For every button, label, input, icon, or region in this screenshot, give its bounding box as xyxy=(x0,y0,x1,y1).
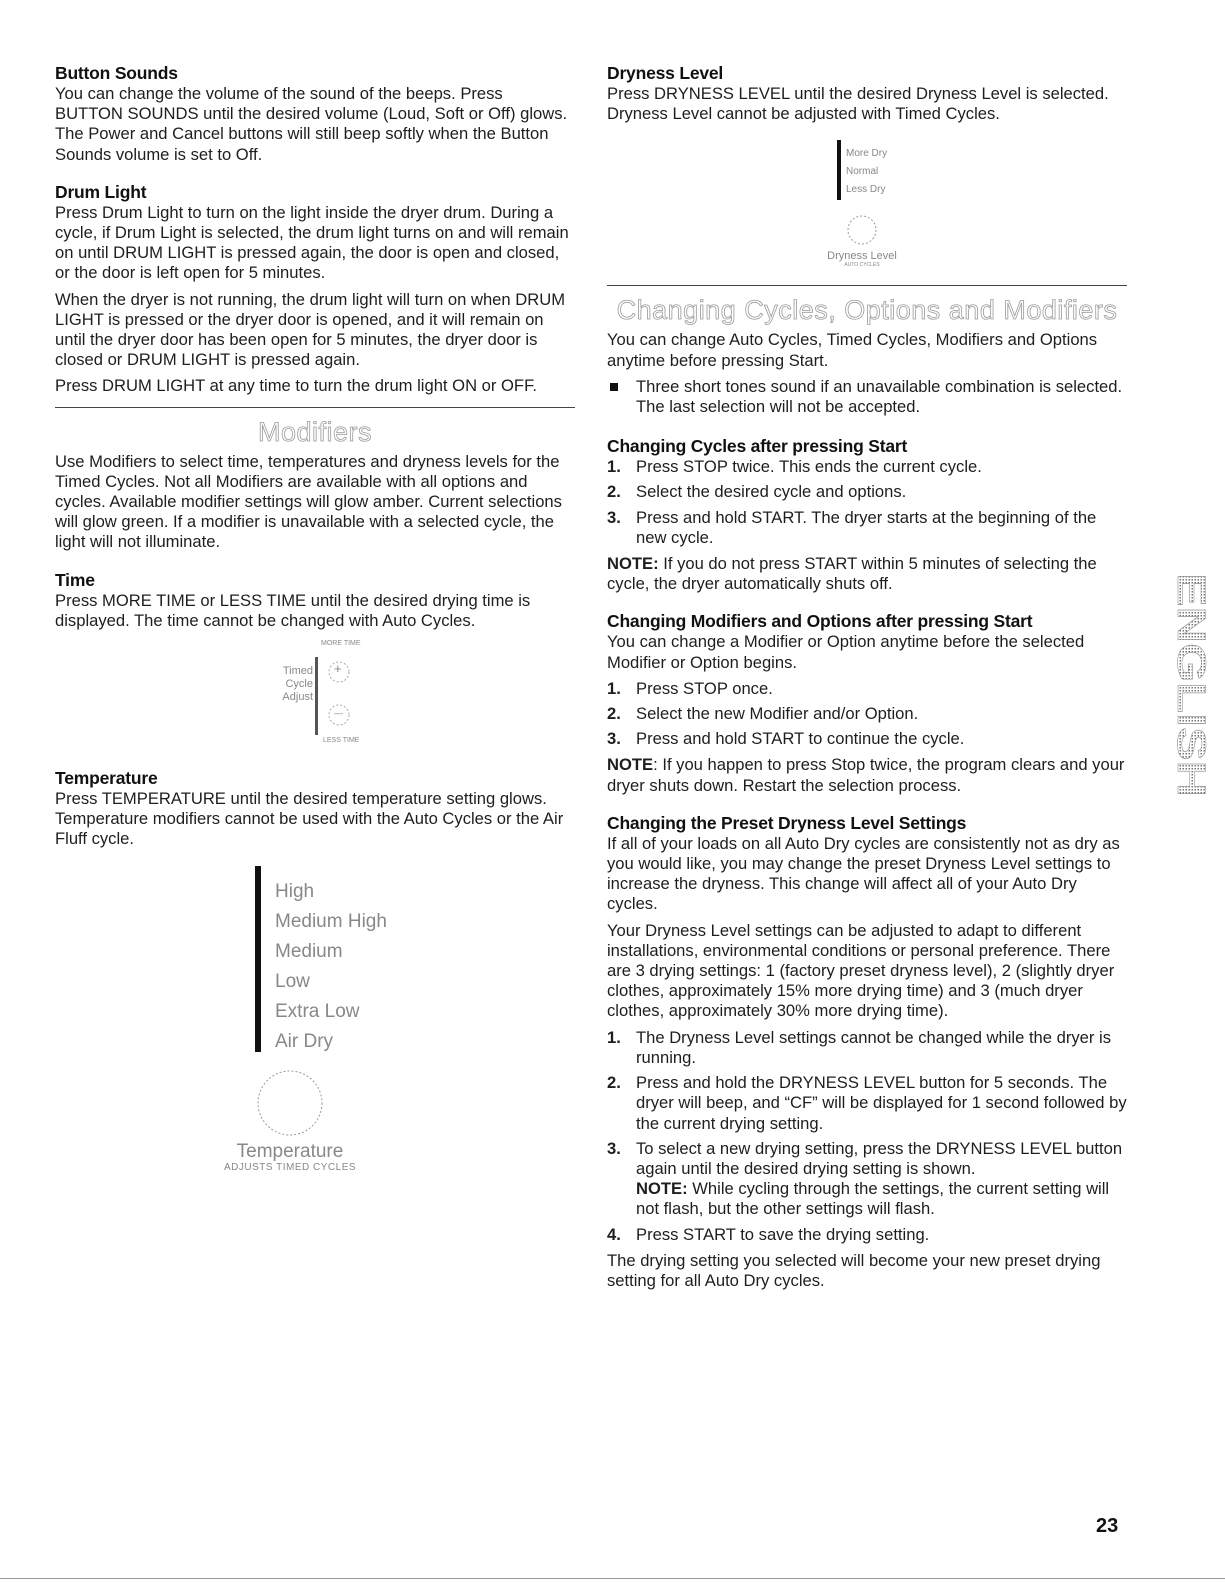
preset-text-2: Your Dryness Level settings can be adjusted to adapt to different installations, environmental conditions or personal preference. There are 3 drying settings: 1 (factory preset dryness level), 2 (slightly dryer clothes, approximately 15% more drying time) and 3 (much dryer clothes, approximately 30% more drying time). xyxy=(607,920,1115,1021)
drum-light-text-3: Press DRUM LIGHT at any time to turn the drum light ON or OFF. xyxy=(55,376,537,396)
more-time-label: MORE TIME xyxy=(321,640,361,648)
time-text: Press MORE TIME or LESS TIME until the desired drying time is displayed. The time cannot be changed with Auto Cycles. xyxy=(55,590,531,630)
side-tab-label: ENGLISH xyxy=(1169,573,1213,751)
temperature-option-medium: Medium xyxy=(275,940,343,962)
temperature-option-high: High xyxy=(275,880,315,902)
temperature-panel-label: Temperature xyxy=(236,1140,344,1162)
drum-light-text-1: Press Drum Light to turn on the light inside the dryer drum. During a cycle, if Drum Light is selected, the drum light turns on and will remain on until DRUM LIGHT is pressed again, the door is open and closed, or the door is left open for 5 minutes. xyxy=(55,202,569,283)
list-item: 1. The Dryness Level settings cannot be changed while the dryer is running. xyxy=(607,1027,1112,1067)
cycle-label: Cycle xyxy=(285,678,313,691)
dryness-level-text: Press DRYNESS LEVEL until the desired Dryness Level is selected. Dryness Level cannot be adjusted with Timed Cycles. xyxy=(607,84,1109,124)
adjust-label: Adjust xyxy=(282,691,313,704)
time-heading: Time xyxy=(55,569,95,590)
list-item: 4. Press START to save the drying setting. xyxy=(607,1224,930,1244)
temperature-option-air-dry: Air Dry xyxy=(275,1030,334,1052)
dryness-panel-sublabel: AUTO CYCLES xyxy=(844,262,880,269)
dryness-option-normal: Normal xyxy=(846,166,879,178)
drum-light-text-2: When the dryer is not running, the drum light will turn on when DRUM LIGHT is pressed or the dryer door is opened, and it will remain on until the dryer door has been open for 5 minutes, the dryer door is closed or DRUM LIGHT is pressed again. xyxy=(55,289,566,370)
temperature-panel-sublabel: ADJUSTS TIMED CYCLES xyxy=(223,1161,357,1173)
button-sounds-text: You can change the volume of the sound of the beeps. Press BUTTON SOUNDS until the desired volume (Loud, Soft or Off) glows. The Power and Cancel buttons will still beep softly when the Button Sounds volume is set to Off. xyxy=(55,84,568,164)
changing-bullets xyxy=(607,377,1127,417)
modifiers-after-text: You can change a Modifier or Option anytime before the selected Modifier or Option begins. xyxy=(607,632,1085,672)
time-panel-illustration xyxy=(55,637,575,757)
dryness-panel-illustration xyxy=(607,130,1127,275)
dryness-option-less-dry: Less Dry xyxy=(846,184,886,196)
list-item: Three short tones sound if an unavailable combination is selected. The last selection will not be accepted. xyxy=(607,377,1127,417)
temperature-panel-illustration xyxy=(55,856,575,1173)
list-item: 2. Select the desired cycle and options. xyxy=(607,482,907,502)
page-number: 23 xyxy=(1096,1515,1119,1537)
list-item: 3. Press and hold START to continue the cycle. xyxy=(607,729,965,749)
preset-closing: The drying setting you selected will become your new preset drying setting for all Auto Dry cycles. xyxy=(607,1250,1101,1290)
less-time-label: LESS TIME xyxy=(323,737,360,745)
dryness-panel-label: Dryness Level xyxy=(827,250,897,263)
bottom-rule xyxy=(0,1578,1225,1579)
side-tab-graphic xyxy=(1150,565,1220,805)
temperature-option-low: Low xyxy=(275,970,310,992)
modifiers-after-steps xyxy=(607,679,1127,750)
modifiers-after-heading: Changing Modifiers and Options after pressing Start xyxy=(607,611,1033,632)
after-start-steps xyxy=(607,457,1127,548)
temperature-option-extra-low: Extra Low xyxy=(275,1000,360,1022)
minus-symbol: — xyxy=(334,708,343,719)
button-sounds-heading: Button Sounds xyxy=(55,63,178,83)
plus-symbol: + xyxy=(334,661,342,677)
dryness-level-heading: Dryness Level xyxy=(607,63,724,83)
preset-text-1: If all of your loads on all Auto Dry cycles are consistently not as dry as you would like, you may change the preset Dryness Level settings to increase the dryness. This change will affect all of your Auto Dry cycles. xyxy=(607,833,1120,914)
modifiers-title: Modifiers xyxy=(257,416,373,447)
list-item: 3. Press and hold START. The dryer starts at the beginning of the new cycle. xyxy=(607,507,1097,547)
list-item: 1. Press STOP twice. This ends the current cycle. xyxy=(607,457,982,477)
language-side-tab xyxy=(1150,565,1220,805)
drum-light-heading: Drum Light xyxy=(55,181,147,202)
list-item: 2. Select the new Modifier and/or Option. xyxy=(607,704,919,724)
modifiers-after-note: NOTE: If you happen to press Stop twice, the program clears and your dryer shuts down. Restart the selection process. xyxy=(607,755,1125,795)
temperature-option-medium-high: Medium High xyxy=(275,910,387,932)
right-column xyxy=(607,62,1127,1297)
preset-heading: Changing the Preset Dryness Level Settings xyxy=(607,812,967,833)
list-item: 2. Press and hold the DRYNESS LEVEL button for 5 seconds. The dryer will beep, and “CF” will be displayed for 1 second followed by the current drying setting. xyxy=(607,1073,1127,1133)
changing-text: You can change Auto Cycles, Timed Cycles, Modifiers and Options anytime before pressing Start. xyxy=(607,330,1098,370)
temperature-text: Press TEMPERATURE until the desired temperature setting glows. Temperature modifiers cannot be used with the Auto Cycles or the Air Fluff cycle. xyxy=(55,789,564,849)
divider xyxy=(607,285,1127,286)
left-column xyxy=(55,62,575,1173)
after-start-note: NOTE: If you do not press START within 5 minutes of selecting the cycle, the dryer automatically shuts off. xyxy=(607,554,1097,594)
preset-steps xyxy=(607,1028,1127,1245)
after-start-heading: Changing Cycles after pressing Start xyxy=(607,436,908,457)
time-panel-graphic xyxy=(55,637,575,757)
divider xyxy=(55,407,575,408)
temperature-heading: Temperature xyxy=(55,768,158,789)
list-item: 1. Press STOP once. xyxy=(607,678,773,698)
dryness-option-more-dry: More Dry xyxy=(846,148,888,160)
timed-label: Timed xyxy=(282,665,313,678)
list-item: 3. To select a new drying setting, press the DRYNESS LEVEL button again until the desired drying setting is shown. NOTE: While cycling through the settings, the current setting will not flash, but the other settings will flash. xyxy=(607,1138,1123,1219)
changing-title: Changing Cycles, Options and Modifiers xyxy=(616,295,1118,326)
modifiers-text: Use Modifiers to select time, temperatures and dryness levels for the Timed Cycles. Not all Modifiers are available with all options and cycles. Available modifier settings will glow amber. Current selections will glow green. If a modifier is unavailable with a selected cycle, the light will not illuminate. xyxy=(55,451,562,552)
